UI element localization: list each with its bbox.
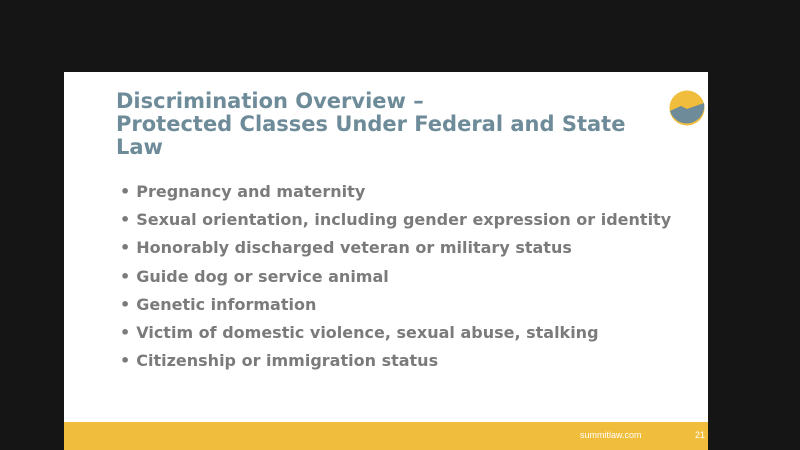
bullet-item: • Pregnancy and maternity — [120, 182, 366, 201]
footer-website: summitlaw.com — [580, 430, 642, 440]
bullet-list — [120, 178, 671, 375]
bullet-item: • Citizenship or immigration status — [120, 351, 439, 371]
slide-title-line-2: Protected Classes Under Federal and State — [116, 112, 626, 136]
slide — [64, 72, 708, 450]
summit-logo-icon — [669, 90, 705, 126]
bullet-item: • Honorably discharged veteran or military status — [120, 238, 572, 258]
bullet-item: • Genetic information — [120, 294, 317, 314]
slide-title-line-3: Law — [116, 135, 163, 159]
bullet-item: • Sexual orientation, including gender expression or identity — [120, 210, 672, 230]
page-number: 21 — [695, 430, 706, 440]
bullet-item: • Guide dog or service animal — [120, 266, 389, 286]
footer-bar — [64, 422, 708, 450]
slide-title-line-1: Discrimination Overview – — [116, 89, 424, 113]
slide-title — [116, 90, 636, 159]
bullet-item: • Victim of domestic violence, sexual abuse, stalking — [120, 323, 599, 343]
